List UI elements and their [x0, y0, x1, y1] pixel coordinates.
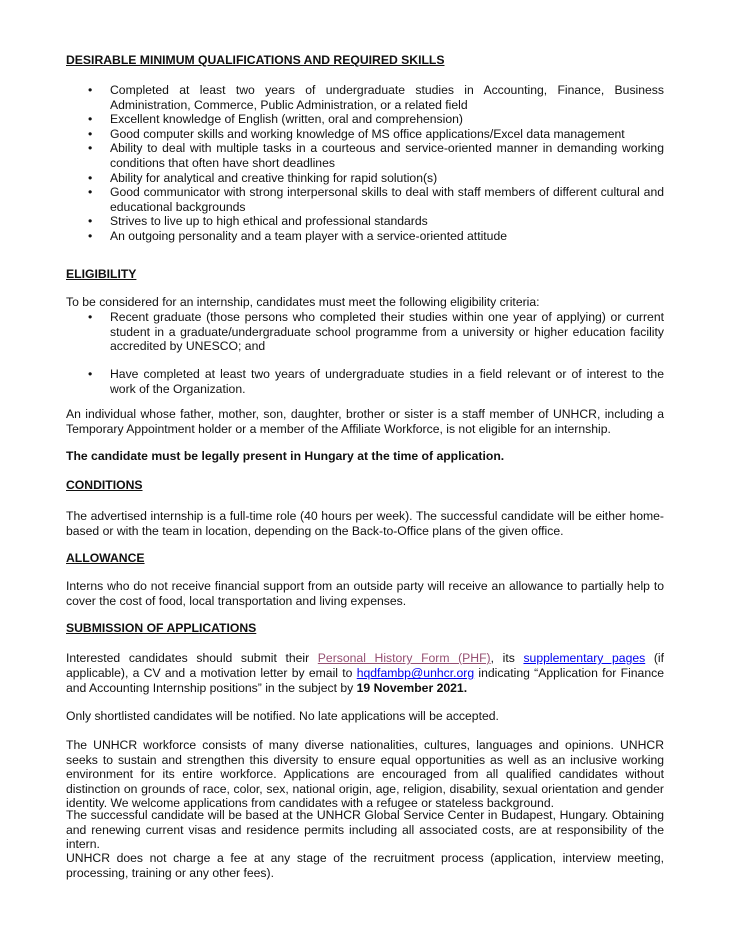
shortlist-note: Only shortlisted candidates will be notified. No late applications will be accepted. [66, 709, 499, 723]
eligibility-list-2 [66, 367, 664, 396]
list-item: • An outgoing personality and a team player with a service-oriented attitude [88, 228, 508, 243]
conditions-text: The advertised internship is a full-time role (40 hours per week). The successful candidate will be either home-based or with the team in location, depending on the Back-to-Office plans of the given office. [66, 509, 664, 538]
email-link[interactable]: hqdfambp@unhcr.org [356, 666, 475, 681]
list-item: • Strives to live up to high ethical and professional standards [88, 214, 428, 229]
bullet-icon: • [88, 367, 93, 381]
eligibility-heading: ELIGIBILITY [66, 267, 137, 281]
bullet-icon: • [88, 83, 93, 97]
eligibility-list [66, 310, 664, 354]
list-item: • Good communicator with strong interpersonal skills to deal with staff members of different cultural and educational backgrounds [88, 185, 664, 214]
allowance-text: Interns who do not receive financial support from an outside party will receive an allowance to partially help to cover the cost of food, local transportation and living expenses. [66, 579, 664, 608]
list-item: • Ability to deal with multiple tasks in a courteous and service-oriented manner in demanding working conditions that often have short deadlines [88, 141, 664, 170]
eligibility-intro: To be considered for an internship, candidates must meet the following eligibility criteria: [66, 295, 540, 309]
deadline: 19 November 2021. [356, 681, 468, 696]
phf-link[interactable]: Personal History Form (PHF) [317, 651, 491, 665]
qualifications-heading: DESIRABLE MINIMUM QUALIFICATIONS AND REQUIRED SKILLS [66, 53, 445, 67]
list-item: • Ability for analytical and creative thinking for rapid solution(s) [88, 170, 438, 185]
conditions-heading: CONDITIONS [66, 478, 143, 492]
location-text: The successful candidate will be based at the UNHCR Global Service Center in Budapest, Hungary. Obtaining and renewing current visas and residence permits including all associated costs, are at responsibility of the intern. [66, 808, 664, 852]
bullet-icon: • [88, 126, 93, 141]
bullet-icon: • [88, 112, 93, 127]
bullet-icon: • [88, 228, 93, 243]
bullet-icon: • [88, 170, 93, 185]
legal-presence-text: The candidate must be legally present in Hungary at the time of application. [66, 449, 505, 463]
bullet-icon: • [88, 185, 93, 200]
fee-note: UNHCR does not charge a fee at any stage of the recruitment process (application, interview meeting, processing, training or any other fees). [66, 851, 664, 880]
allowance-heading: ALLOWANCE [66, 551, 145, 565]
diversity-statement: The UNHCR workforce consists of many diverse nationalities, cultures, languages and opinions. UNHCR seeks to sustain and strengthen this diversity to ensure equal opportunities as well as an inclusive working environment for its entire workforce. Applications are encouraged from all qualified candidates without distinction on grounds of race, color, sex, national origin, age, religion, disability, sexual orientation and gender identity. We welcome applications from candidates with a refugee or stateless background. [66, 738, 664, 811]
list-item: • Good computer skills and working knowledge of MS office applications/Excel data management [88, 126, 625, 141]
bullet-icon: • [88, 214, 93, 229]
bullet-icon: • [88, 310, 93, 324]
bullet-icon: • [88, 141, 93, 156]
list-item: • Recent graduate (those persons who completed their studies within one year of applying) or current student in a graduate/undergraduate school programme from a university or higher education facility accredited by UNESCO; and [88, 310, 664, 354]
list-item: • Completed at least two years of undergraduate studies in Accounting, Finance, Business Administration, Commerce, Public Administration, or a related field [88, 83, 664, 112]
supplementary-pages-link[interactable]: supplementary pages [523, 651, 646, 665]
submission-instructions: Interested candidates should submit their Personal History Form (PHF), its supplementary pages (if applicable), a CV and a motivation letter by email to hqdfambp@unhcr.org indicating “Application for Finance and Accounting Internship positions” in the subject by 19 November 2021. [66, 651, 665, 696]
qualifications-list [66, 83, 664, 244]
family-rule-text: An individual whose father, mother, son, daughter, brother or sister is a staff member of UNHCR, including a Temporary Appointment holder or a member of the Affiliate Workforce, is not eligible for an internship. [66, 407, 664, 436]
list-item: • Have completed at least two years of undergraduate studies in a field relevant or of interest to the work of the Organization. [88, 367, 664, 396]
submission-heading: SUBMISSION OF APPLICATIONS [66, 621, 257, 635]
list-item: • Excellent knowledge of English (written, oral and comprehension) [88, 112, 463, 127]
